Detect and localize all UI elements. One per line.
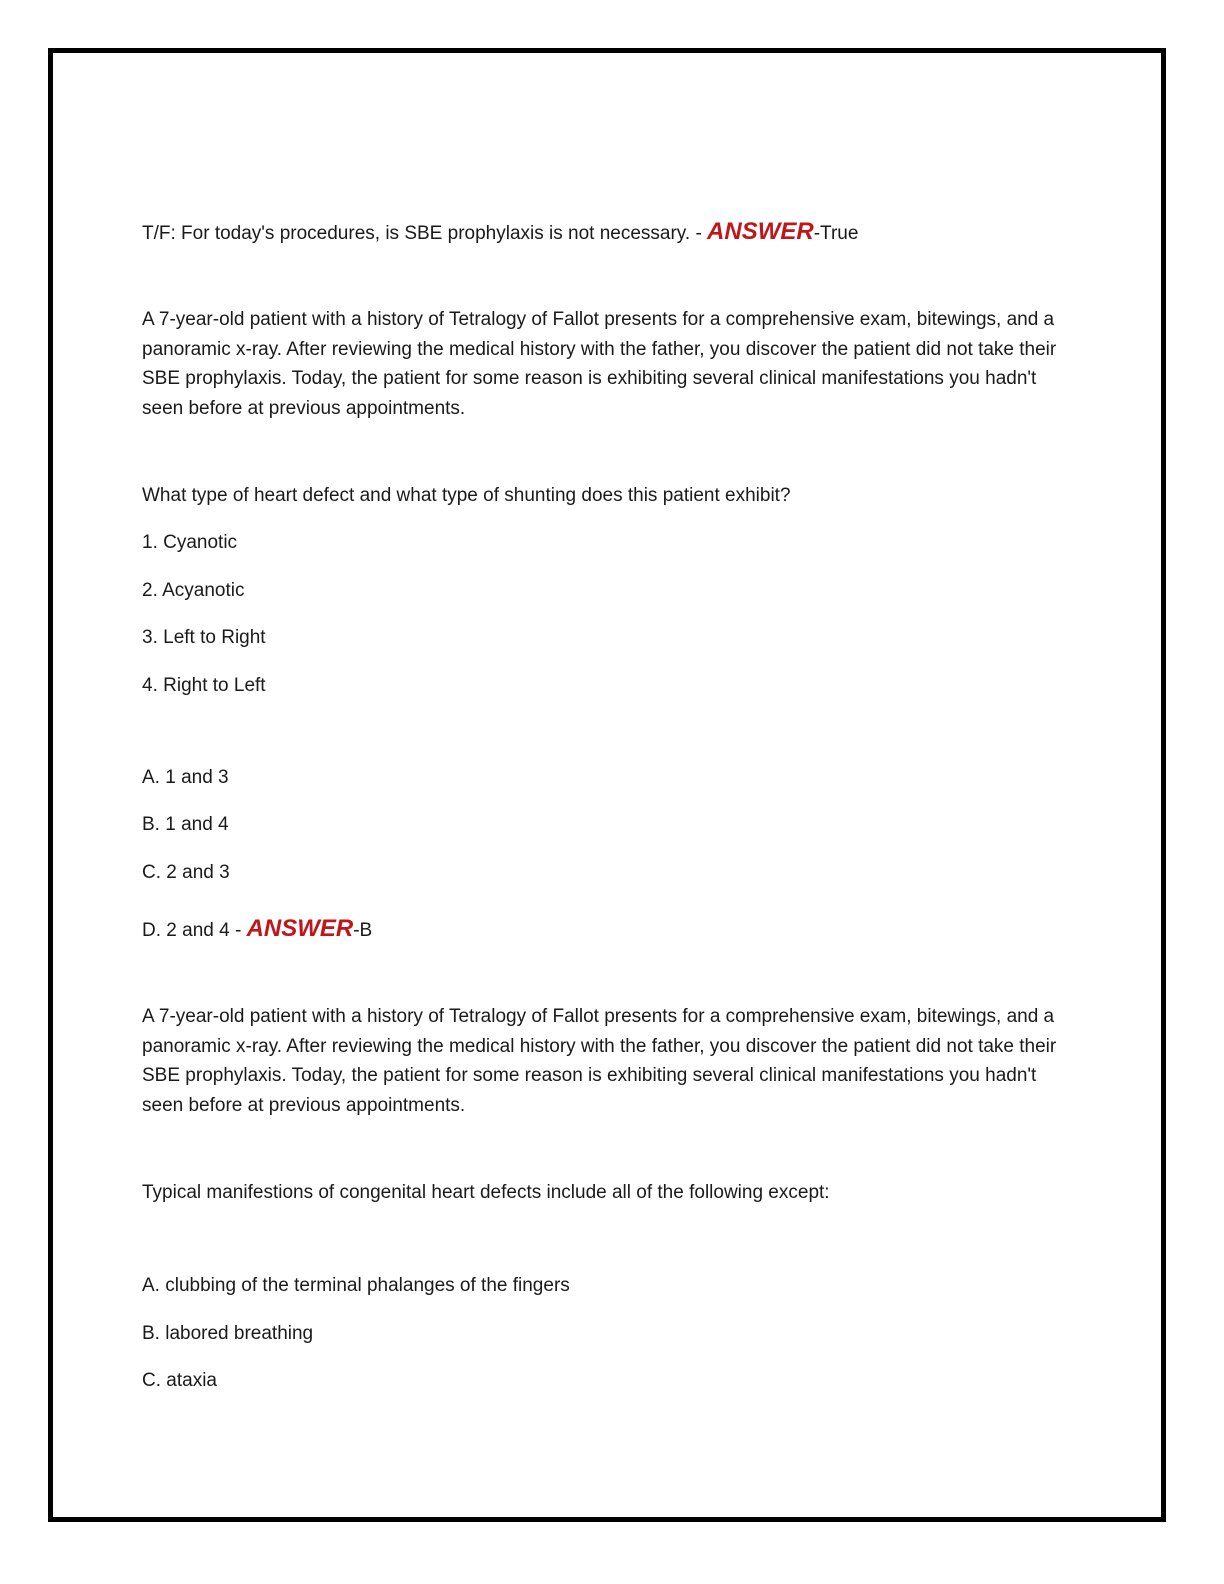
scenario-paragraph-2: A 7-year-old patient with a history of Tetralogy of Fallot presents for a comprehensive exam, bitewings, and a panoramic x-ray. After reviewing the medical history with the father, you discover the patient did not take their SBE prophylaxis. Today, the patient for some reason is exhibiting several clinical manifestations you hadn't seen before at previous appointments. <box>142 1006 1057 1116</box>
q2-option-b: B. 1 and 4 <box>142 814 229 835</box>
q2-item-2: 2. Acyanotic <box>142 580 245 601</box>
q2-question: What type of heart defect and what type of shunting does this patient exhibit? <box>142 485 791 506</box>
q2-option-c: C. 2 and 3 <box>142 862 230 883</box>
q2-option-d-line <box>142 914 372 945</box>
q2-option-a: A. 1 and 3 <box>142 767 229 788</box>
q1-answer-label: ANSWER <box>707 218 814 245</box>
q1-answer-value: -True <box>813 223 859 244</box>
q1-text: T/F: For today's procedures, is SBE prophylaxis is not necessary. - <box>142 223 708 244</box>
q2-item-3: 3. Left to Right <box>142 627 266 648</box>
q2-option-d: D. 2 and 4 - <box>142 920 247 941</box>
q2-answer-value: -B <box>353 920 373 941</box>
scenario-paragraph-1: A 7-year-old patient with a history of Tetralogy of Fallot presents for a comprehensive exam, bitewings, and a panoramic x-ray. After reviewing the medical history with the father, you discover the patient did not take their SBE prophylaxis. Today, the patient for some reason is exhibiting several clinical manifestations you hadn't seen before at previous appointments. <box>142 309 1057 419</box>
q1-line <box>142 217 858 248</box>
q2-item-4: 4. Right to Left <box>142 675 266 696</box>
q3-option-b: B. labored breathing <box>142 1323 314 1344</box>
q3-question: Typical manifestions of congenital heart defects include all of the following except: <box>142 1182 830 1203</box>
q3-option-a: A. clubbing of the terminal phalanges of the fingers <box>142 1275 570 1296</box>
q3-option-c: C. ataxia <box>142 1370 217 1391</box>
q2-item-1: 1. Cyanotic <box>142 532 238 553</box>
q2-answer-label: ANSWER <box>246 915 354 942</box>
